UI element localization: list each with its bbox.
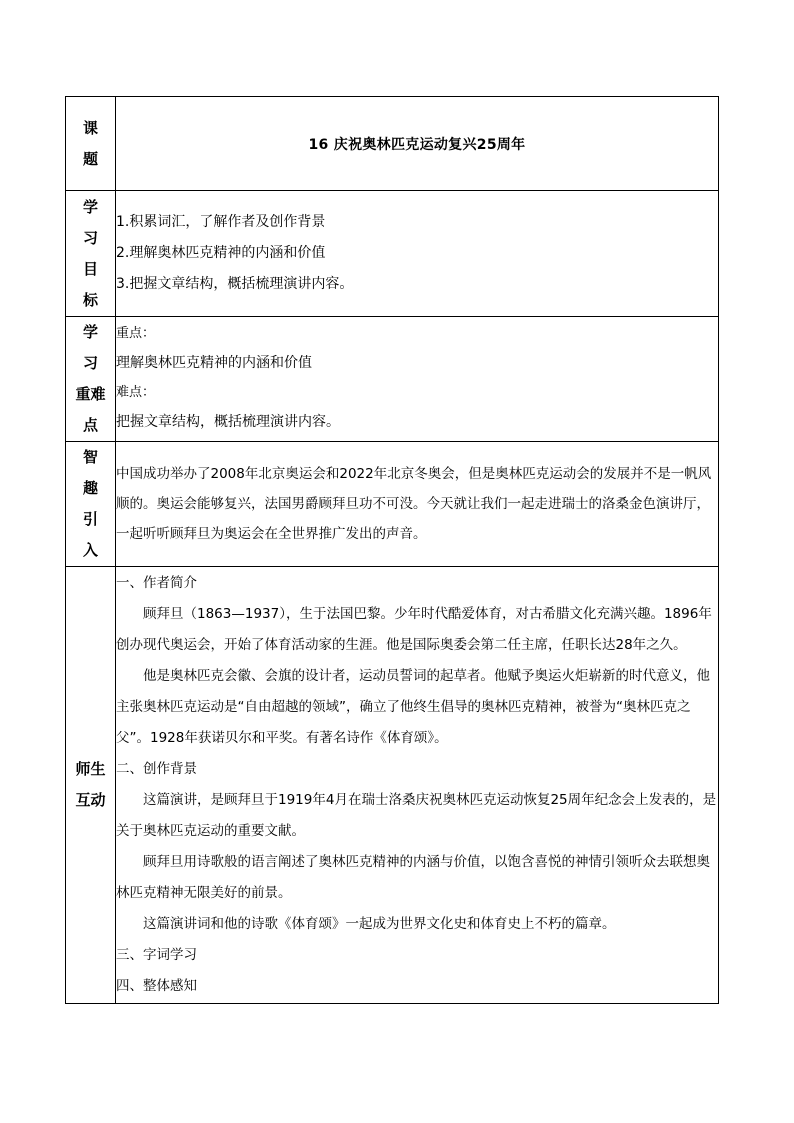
introduction-content xyxy=(116,442,719,567)
objective-item: 1.积累词汇，了解作者及创作背景 xyxy=(116,214,326,230)
objective-item: 2.理解奥林匹克精神的内涵和价值 xyxy=(116,245,326,261)
key-point-heading: 重点： xyxy=(116,326,156,341)
interaction-content xyxy=(116,567,719,1004)
row-introduction xyxy=(66,442,719,567)
label-interaction: 师生 互动 xyxy=(66,567,116,1004)
label-introduction: 智 趣 引 入 xyxy=(66,442,116,567)
difficulty-heading: 难点： xyxy=(116,385,156,400)
row-topic xyxy=(66,97,719,191)
difficulty-text: 把握文章结构，概括梳理演讲内容。 xyxy=(116,414,340,430)
row-interaction xyxy=(66,567,719,1004)
label-objectives: 学 习 目 标 xyxy=(66,191,116,317)
paragraph: 顾拜旦（1863—1937），生于法国巴黎。少年时代酷爱体育，对古希腊文化充满兴趣。1896年创办现代奥运会，开始了体育活动家的生涯。他是国际奥委会第二任主席，任职长达28年之久。 xyxy=(116,606,712,653)
objectives-content xyxy=(116,191,719,317)
objective-item: 3.把握文章结构，概括梳理演讲内容。 xyxy=(116,276,354,292)
lesson-plan-table xyxy=(65,96,719,1004)
paragraph: 顾拜旦用诗歌般的语言阐述了奥林匹克精神的内涵与价值，以饱含喜悦的神情引领听众去联想奥林匹克精神无限美好的前景。 xyxy=(116,854,710,901)
paragraph: 这篇演讲，是顾拜旦于1919年4月在瑞士洛桑庆祝奥林匹克运动恢复25周年纪念会上发表的，是关于奥林匹克运动的重要文献。 xyxy=(116,792,717,839)
label-key-points: 学 习 重难 点 xyxy=(66,317,116,442)
section-heading: 三、字词学习 xyxy=(116,947,197,963)
key-points-content xyxy=(116,317,719,442)
lesson-title: 16 庆祝奥林匹克运动复兴25周年 xyxy=(116,97,719,191)
section-heading: 一、作者简介 xyxy=(116,575,197,591)
key-point-text: 理解奥林匹克精神的内涵和价值 xyxy=(116,355,312,371)
section-heading: 四、整体感知 xyxy=(116,978,197,994)
section-heading: 二、创作背景 xyxy=(116,761,197,777)
introduction-text: 中国成功举办了2008年北京奥运会和2022年北京冬奥会，但是奥林匹克运动会的发展并不是一帆风顺的。奥运会能够复兴，法国男爵顾拜旦功不可没。今天就让我们一起走进瑞士的洛桑金色演讲厅，一起听听顾拜旦为奥运会在全世界推广发出的声音。 xyxy=(116,466,712,542)
label-topic: 课 题 xyxy=(66,97,116,191)
paragraph: 这篇演讲词和他的诗歌《体育颂》一起成为世界文化史和体育史上不朽的篇章。 xyxy=(143,916,616,932)
row-key-points xyxy=(66,317,719,442)
paragraph: 他是奥林匹克会徽、会旗的设计者，运动员誓词的起草者。他赋予奥运火炬崭新的时代意义，他主张奥林匹克运动是“自由超越的领域”，确立了他终生倡导的奥林匹克精神，被誉为“奥林匹克之父”。1928年获诺贝尔和平奖。有著名诗作《体育颂》。 xyxy=(116,668,710,746)
row-objectives xyxy=(66,191,719,317)
